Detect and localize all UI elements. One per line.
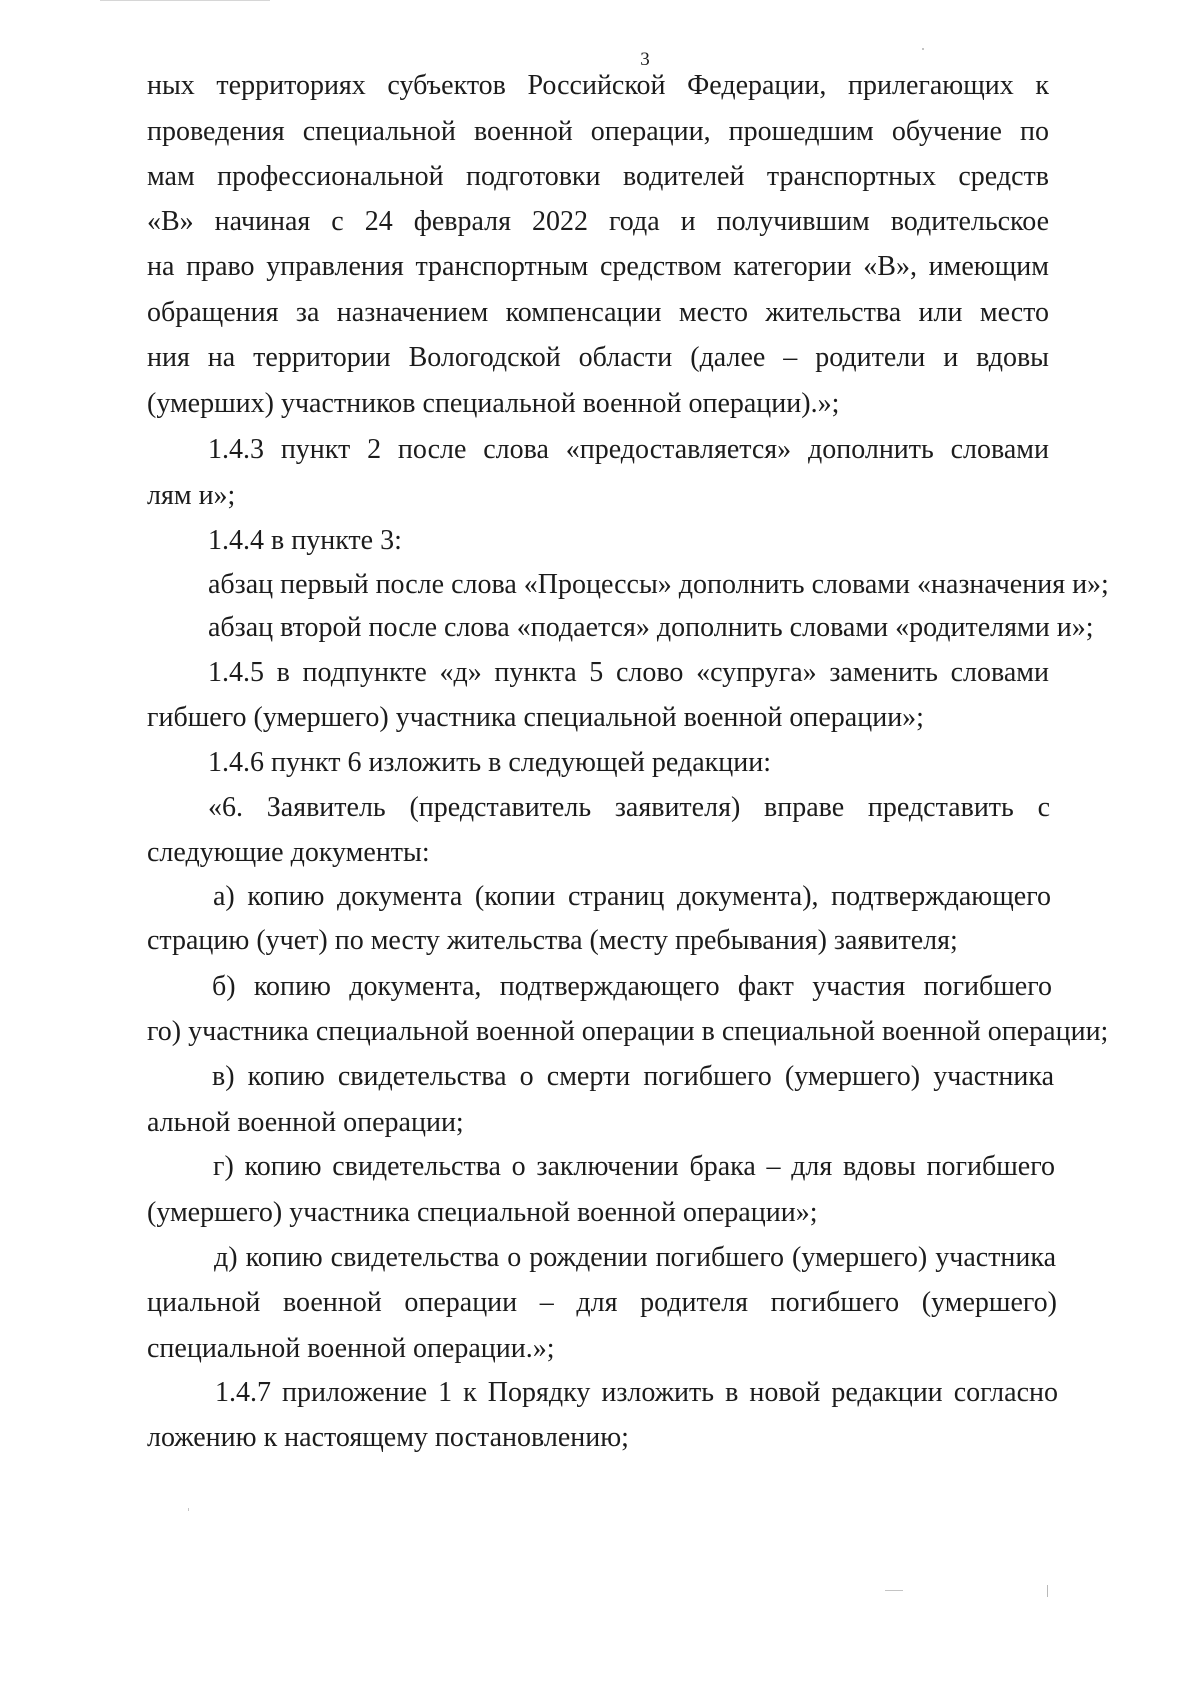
text-line: обращения за назначением компенсации место жительства или место — [147, 297, 1049, 328]
text-line: специальной военной операции.»; — [147, 1333, 555, 1364]
text-line: (умершего) участника специальной военной операции»; — [147, 1197, 818, 1228]
text-line: альной военной операции; — [147, 1107, 464, 1138]
scan-artifact — [188, 1508, 189, 1511]
text-line: мам профессиональной подготовки водителей транспортных средств — [147, 161, 1049, 192]
text-line: 1.4.5 в подпункте «д» пункта 5 слово «супруга» заменить словами — [208, 657, 1049, 688]
text-line: ложению к настоящему постановлению; — [147, 1422, 629, 1453]
text-line: г) копию свидетельства о заключении брака – для вдовы погибшего — [213, 1151, 1055, 1182]
text-line: (умерших) участников специальной военной операции).»; — [147, 388, 840, 419]
text-line: го) участника специальной военной операции в специальной военной операции; — [147, 1016, 1109, 1047]
text-line: абзац первый после слова «Процессы» дополнить словами «назначения и»; — [208, 569, 1109, 600]
text-line: циальной военной операции – для родителя погибшего (умершего) — [147, 1287, 1057, 1318]
scan-artifact — [885, 1590, 903, 1591]
text-line: 1.4.3 пункт 2 после слова «предоставляется» дополнить словами — [208, 434, 1049, 465]
text-line: 1.4.7 приложение 1 к Порядку изложить в новой редакции согласно — [215, 1377, 1058, 1408]
text-line: в) копию свидетельства о смерти погибшего (умершего) участника — [212, 1061, 1054, 1092]
text-line: страцию (учет) по месту жительства (месту пребывания) заявителя; — [147, 925, 958, 956]
text-line: 1.4.6 пункт 6 изложить в следующей редакции: — [208, 747, 771, 778]
text-line: а) копию документа (копии страниц документа), подтверждающего — [213, 881, 1051, 912]
text-line: на право управления транспортным средством категории «В», имеющим — [147, 251, 1049, 282]
page-number: 3 — [640, 49, 650, 70]
text-line: «В» начиная с 24 февраля 2022 года и получившим водительское — [147, 206, 1049, 237]
text-line: «6. Заявитель (представитель заявителя) вправе представить с — [208, 792, 1050, 823]
text-line: гибшего (умершего) участника специальной военной операции»; — [147, 702, 924, 733]
text-line: следующие документы: — [147, 837, 430, 868]
text-line: лям и»; — [147, 480, 236, 511]
text-line: проведения специальной военной операции, прошедшим обучение по — [147, 116, 1049, 147]
text-line: ных территориях субъектов Российской Федерации, прилегающих к — [147, 70, 1049, 101]
scan-artifact — [922, 48, 924, 50]
text-line: абзац второй после слова «подается» дополнить словами «родителями и»; — [208, 612, 1094, 643]
text-line: д) копию свидетельства о рождении погибшего (умершего) участника — [214, 1242, 1056, 1273]
text-line: б) копию документа, подтверждающего факт участия погибшего — [212, 971, 1052, 1002]
scan-artifact — [100, 0, 270, 1]
text-line: ния на территории Вологодской области (далее – родители и вдовы — [147, 342, 1049, 373]
text-line: 1.4.4 в пункте 3: — [208, 525, 402, 556]
scan-artifact — [1047, 1585, 1048, 1597]
